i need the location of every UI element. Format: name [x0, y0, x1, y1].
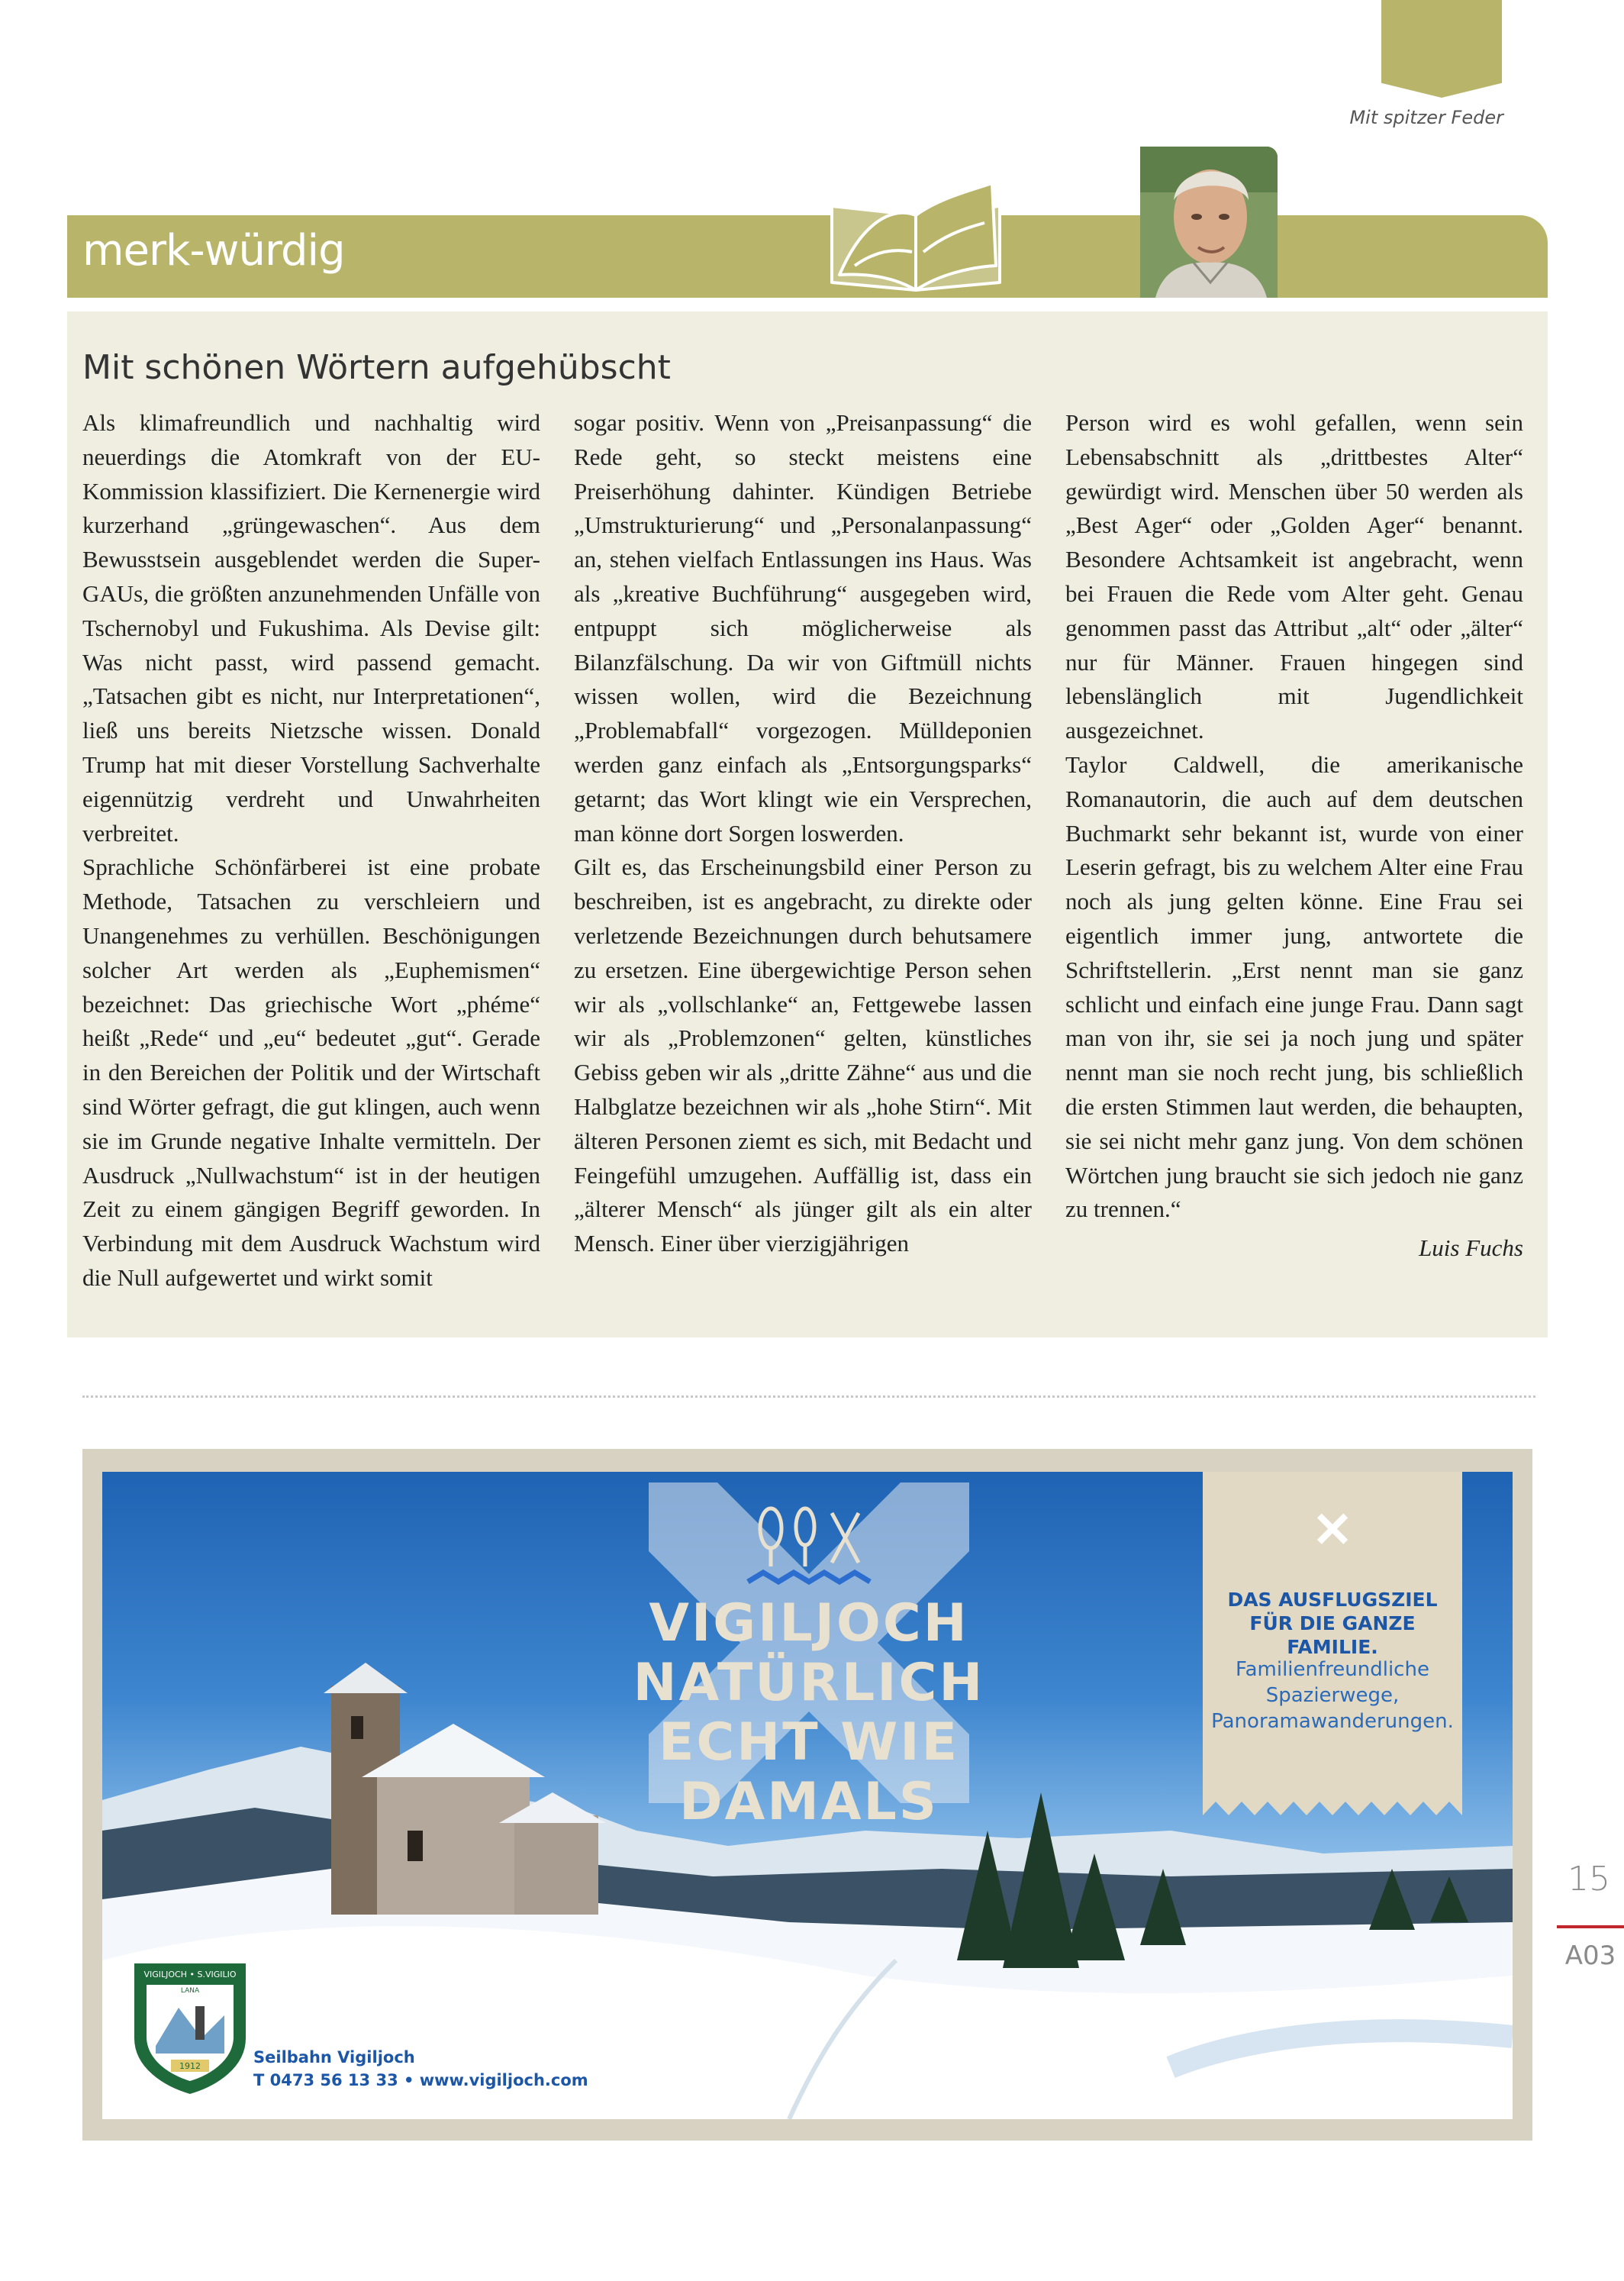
ad-slogan-line: DAS AUSFLUGSZIEL	[1227, 1589, 1438, 1611]
ad-headline-line: NATÜRLICH	[633, 1653, 985, 1713]
ad-sub-line: Panoramawanderungen.	[1211, 1710, 1454, 1733]
paragraph: Person wird es wohl gefallen, wenn sein Lebensabschnitt als „drittbestes Alter“ gewürdigt wird. Menschen über 50 werden als „Best Ager“ oder „Golden Ager“ benannt. Besondere Achtsamkeit ist angebracht, wenn bei Frauen die Rede vom Alter geht. Genau genommen passt das Attribut „alt“ oder „älter“ nur für Männer. Frauen hingegen sind lebenslänglich mit Jugendlichkeit ausgezeichnet.	[1065, 409, 1523, 744]
ad-slogan	[1210, 1588, 1455, 1659]
open-book-icon	[801, 176, 1030, 298]
ad-slogan-line: FÜR DIE GANZE FAMILIE.	[1249, 1612, 1416, 1658]
logo-text: LANA	[180, 1987, 200, 1995]
section-label: Mit spitzer Feder	[1349, 107, 1503, 128]
column-title: merk-würdig	[82, 226, 345, 276]
vigiljoch-crest-logo	[125, 1954, 255, 2099]
paragraph: Als klimafreundlich und nachhaltig wird neuerdings die Atomkraft von der EU-Kommission klassifiziert. Die Kernenergie wird kurzerhand „grüngewaschen“. Aus dem Bewusstsein ausgeblendet werden die Super-GAUs, die größten anzunehmenden Unfälle von Tschernobyl und Fukushima. Als Devise gilt: Was nicht passt, wird passend gemacht. „Tatsachen gibt es nicht, nur Interpretationen“, ließ uns bereits Nietzsche wissen. Donald Trump hat mit dieser Vorstellung Sachverhalte eigennützig verdreht und Unwahrheiten verbreitet.	[82, 409, 540, 847]
logo-text: 1912	[179, 2061, 201, 2071]
page-code: A03	[1564, 1941, 1616, 1971]
portrait-image	[1140, 147, 1278, 298]
article-column-3	[1065, 406, 1523, 1266]
cross-icon: ✕	[1312, 1502, 1353, 1557]
paragraph: Sprachliche Schönfärberei ist eine probate Methode, Tatsachen zu verschleiern und Unangenehmes zu verhüllen. Beschönigungen solcher Art werden als „Euphemismen“ bezeichnet: Das griechische Wort „phéme“ heißt „Rede“ und „eu“ bedeutet „gut“. Gerade in den Bereichen der Politik und der Wirtschaft sind Wörter gefragt, die gut klingen, auch wenn sie im Grunde negative Inhalte vermitteln. Der Ausdruck „Nullwachstum“ ist in der heutigen Zeit zu einem gängigen Begriff geworden. In Verbindung mit dem Ausdruck Wachstum wird die Null aufgewertet und wirkt somit	[82, 853, 540, 1291]
logo-text: VIGILJOCH • S.VIGILIO	[143, 1970, 237, 1979]
ad-contact-name: Seilbahn Vigiljoch	[253, 2048, 415, 2066]
divider	[82, 1395, 1535, 1398]
article-column-2	[574, 406, 1032, 1261]
article-headline: Mit schönen Wörtern aufgehübscht	[82, 348, 671, 387]
ad-headline-line: ECHT WIE	[658, 1712, 960, 1773]
author-signature: Luis Fuchs	[1419, 1234, 1523, 1262]
ad-contact	[253, 2046, 588, 2092]
paragraph: sogar positiv. Wenn von „Preisanpassung“ die Rede geht, so steckt meistens eine Preiserhöhung dahinter. Kündigen Betriebe „Umstrukturierung“ und „Personalanpassung“ an, stehen vielfach Entlassungen ins Haus. Was als „kreative Buchführung“ ausgegeben wird, entpuppt sich möglicherweise als Bilanzfälschung. Da wir von Giftmüll nichts wissen wollen, wird die Bezeichnung „Problemabfall“ vorgezogen. Mülldeponien werden ganz einfach als „Entsorgungsparks“ getarnt; das Wort klingt wie ein Versprechen, man könne dort Sorgen loswerden.	[574, 409, 1032, 847]
page-marker-line	[1557, 1925, 1624, 1928]
ad-headline	[626, 1594, 992, 1832]
page-number: 15	[1568, 1860, 1610, 1899]
top-tab-marker	[1381, 0, 1502, 98]
ad-sub-line: Spazierwege,	[1265, 1684, 1400, 1707]
ad-headline-line: VIGILJOCH	[649, 1593, 969, 1653]
ad-sub-line: Familienfreundliche	[1236, 1658, 1429, 1681]
ad-subtext	[1210, 1657, 1455, 1734]
paragraph: Taylor Caldwell, die amerikanische Romanautorin, die auch auf dem deutschen Buchmarkt sehr bekannt ist, wurde von einer Leserin gefragt, bis zu welchem Alter eine Frau noch als jung gelten könne. Eine Frau sei eigentlich immer jung, antwortete die Schriftstellerin. „Erst nennt man sie ganz schlicht und einfach eine junge Frau. Dann sagt man von ihr, sie sei ja noch jung und später nennt man sie noch recht jung, bis schließlich die ersten Stimmen laut werden, die behaupten, sie sei nicht mehr ganz jung. Von dem schönen Wörtchen jung braucht sie sich jedoch nie ganz zu trennen.“	[1065, 750, 1523, 1223]
ad-contact-details[interactable]: T 0473 56 13 33 • www.vigiljoch.com	[253, 2071, 588, 2089]
article-column-1	[82, 406, 540, 1295]
author-portrait	[1140, 147, 1278, 298]
ad-headline-line: DAMALS	[679, 1772, 939, 1832]
paragraph: Gilt es, das Erscheinungsbild einer Person zu beschreiben, ist es angebracht, zu direkte oder verletzende Bezeichnungen durch behutsamere zu ersetzen. Eine übergewichtige Person sehen wir als „vollschlanke“ an, Fettgewebe lassen wir als „Problemzonen“ gelten, künstliches Gebiss geben wir als „dritte Zähne“ aus und die Halbglatze bezeichnen wir als „hohe Stirn“. Mit älteren Personen ziemt es sich, mit Bedacht und Feingefühl umzugehen. Auffällig ist, dass ein „älterer Mensch“ als jünger gilt als ein alter Mensch. Einer über vierzigjährigen	[574, 853, 1032, 1257]
